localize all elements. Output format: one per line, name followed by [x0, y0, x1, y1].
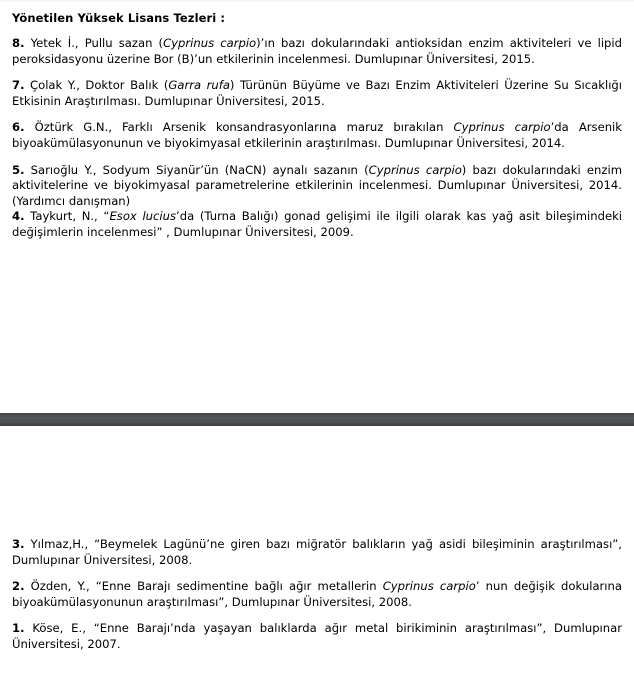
- thesis-number: 1.: [12, 621, 25, 636]
- thesis-text-tail: ’da Arsenik biyoakümülasyonunun ve biyokimyasal etkilerinin araştırılması. Dumlupınar Üniversitesi, 2014.: [12, 120, 622, 150]
- thesis-number: 6.: [12, 120, 25, 135]
- thesis-entry-6: [12, 120, 622, 151]
- thesis-text-tail: ’ nun değişik dokularına biyoakümülasyonunun araştırılması”, Dumlupınar Üniversitesi, 2008.: [12, 579, 622, 609]
- thesis-text-lead: Yetek İ., Pullu sazan (: [24, 36, 164, 50]
- thesis-species-name: Cyprinus carpio: [163, 36, 257, 50]
- thesis-species-name: Cyprinus carpio: [382, 579, 476, 594]
- theses-section-bottom: [12, 537, 622, 653]
- thesis-number: 4.: [12, 209, 25, 224]
- thesis-text-lead: Köse, E., “Enne Barajı’nda yaşayan balıklarda ağır metal birikiminin araştırılması”, Dumlupınar Üniversitesi, 2007.: [12, 621, 622, 651]
- theses-section-top: [12, 11, 622, 241]
- thesis-text-tail: ) Türünün Büyüme ve Bazı Enzim Aktiviteleri Üzerine Su Sıcaklığı Etkisinin Araştırılması. Dumlupınar Üniversitesi, 2015.: [12, 78, 622, 108]
- thesis-species-name: Cyprinus carpio: [368, 162, 462, 177]
- page-title: Yönetilen Yüksek Lisans Tezleri :: [12, 11, 226, 25]
- thesis-text-tail: ) bazı dokularındaki enzim aktivitelerine ve biyokimyasal parametrelerine etkilerinin incelenmesi. Dumlupınar Üniversitesi, 2014. (Yardımcı danışman): [12, 162, 622, 208]
- thesis-number: 3.: [12, 537, 25, 551]
- thesis-entry-1: [12, 621, 622, 652]
- thesis-species-name: Cyprinus carpio: [453, 120, 551, 135]
- thesis-species-name: Esox lucius: [109, 209, 177, 224]
- thesis-number: 2.: [12, 579, 25, 594]
- thesis-species-name: Garra rufa: [168, 78, 230, 93]
- thesis-text-lead: Taykurt, N., “: [24, 209, 110, 224]
- thesis-entry-3: [12, 537, 622, 568]
- thesis-entry-2: [12, 579, 622, 610]
- thesis-text-lead: Sarıoğlu Y., Sodyum Siyanür’ün (NaCN) aynalı sazanın (: [24, 162, 369, 177]
- thesis-text-lead: Özden, Y., “Enne Barajı sedimentine bağlı ağır metallerin: [24, 579, 383, 594]
- thesis-text-tail: )’ın bazı dokularındaki antioksidan enzim aktiviteleri ve lipid peroksidasyonu üzerine Bor (B)’un etkilerinin incelenmesi. Dumlupınar Üniversitesi, 2015.: [12, 36, 622, 66]
- thesis-text-lead: Çolak Y., Doktor Balık (: [24, 78, 169, 93]
- thesis-number: 7.: [12, 78, 25, 93]
- page-top-hairline: [0, 0, 634, 2]
- thesis-text-lead: Öztürk G.N., Farklı Arsenik konsandrasyonlarına maruz bırakılan: [24, 120, 454, 135]
- thesis-number: 8.: [12, 36, 25, 50]
- thesis-text-tail: ’da (Turna Balığı) gonad gelişimi ile ilgili olarak kas yağ asit bileşimindeki değişimlerin incelenmesi” , Dumlupınar Üniversitesi, 2009.: [12, 209, 623, 239]
- thesis-text-lead: Yılmaz,H., “Beymelek Lagünü’ne giren bazı miğratör balıkların yağ asidi bileşiminin araştırılması”, Dumlupınar Üniversitesi, 2008.: [12, 537, 622, 567]
- thesis-entry-5: [12, 163, 622, 210]
- section-divider-bar: [0, 413, 634, 426]
- thesis-number: 5.: [12, 162, 25, 177]
- thesis-entry-4: [12, 209, 622, 240]
- thesis-entry-8: [12, 36, 622, 67]
- thesis-entry-7: [12, 78, 622, 109]
